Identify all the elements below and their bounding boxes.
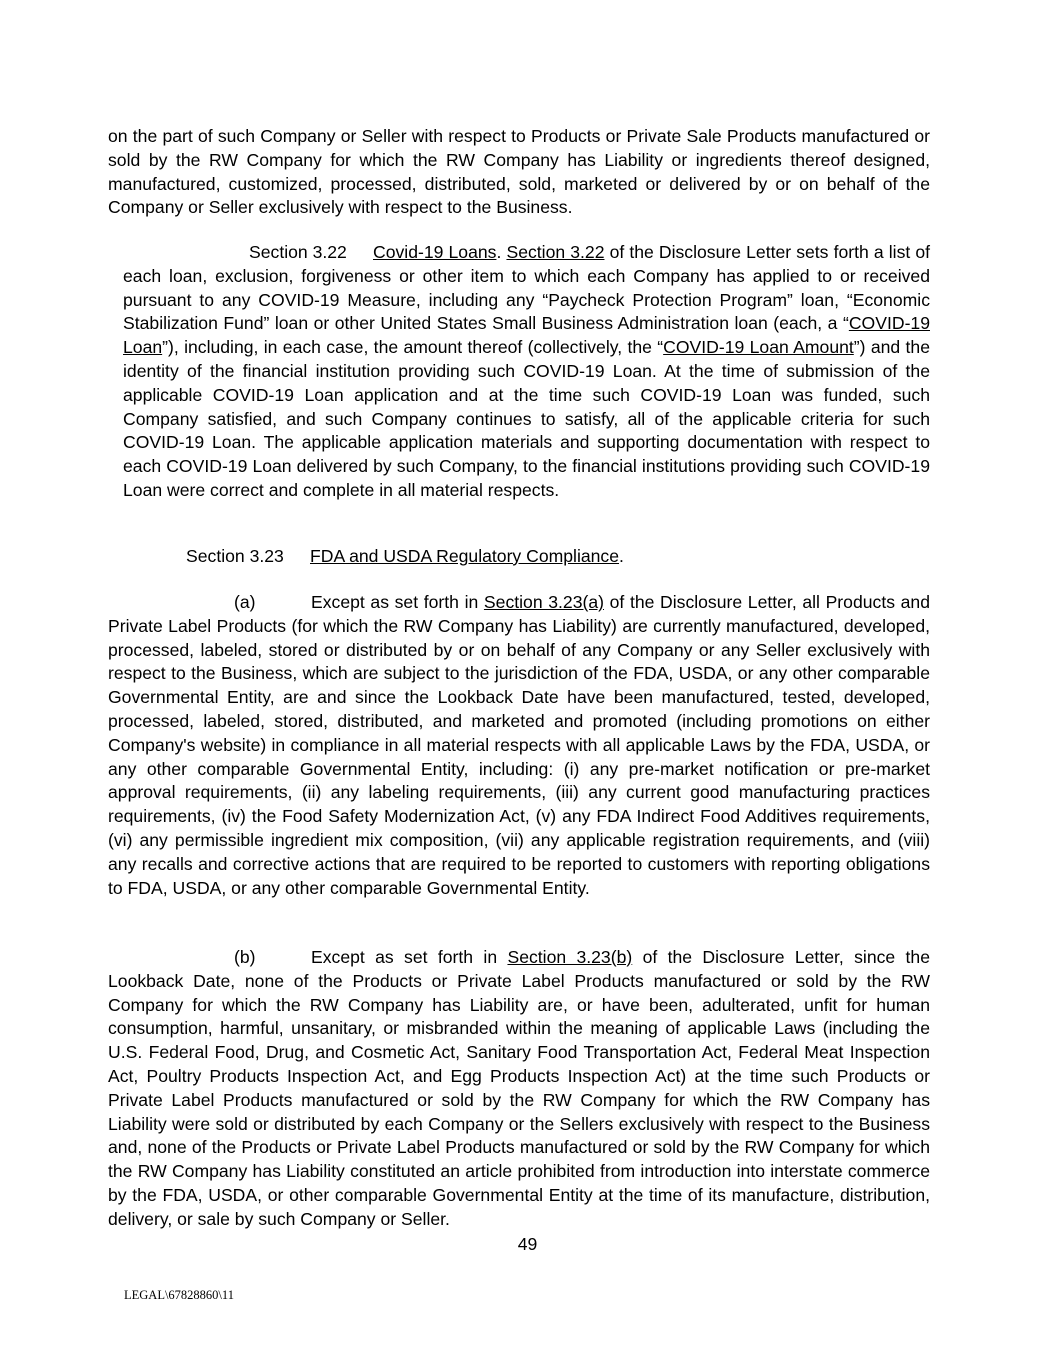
section-3-23-heading: FDA and USDA Regulatory Compliance [310, 546, 620, 566]
subsection-a-paragraph [108, 591, 930, 900]
subsection-a-ref: Section 3.23(a) [483, 592, 604, 612]
section-3-23-number: Section 3.23 [186, 546, 284, 566]
defined-term-covid-loan-amount: COVID-19 Loan Amount [663, 337, 854, 358]
section-3-22-heading-punct: . [496, 242, 502, 262]
subsection-a-lead: Except as set forth in [311, 592, 484, 612]
subsection-b-lead: Except as set forth in [311, 947, 508, 967]
section-3-23-heading-punct: . [619, 546, 624, 566]
section-3-23-heading-line [186, 545, 930, 569]
section-3-22-text-3: ”) and the identity of the financial institution providing such COVID-19 Loan. At the time of submission of the applicable COVID-19 Loan application and at the time such COVID-19 Loan was funded, such Company satisfied, and such Company continues to satisfy, all of the applicable criteria for such COVID-19 Loan. The applicable application materials and supporting documentation with respect to each COVID-19 Loan delivered by such Company, to the financial institutions providing such COVID-19 Loan were correct and complete in all material respects. [123, 337, 930, 500]
subsection-b-paragraph [108, 946, 930, 1232]
section-3-22-text-1: of the Disclosure Letter sets forth a list of each loan, exclusion, forgiveness or other item to which each Company has applied to or received pursuant to any COVID-19 Measure, including any “Paycheck Protection Program” loan, “Economic Stabilization Fund” loan or other United States Small Business Administration loan (each, a “ [123, 242, 931, 334]
section-3-22-heading: Covid-19 Loans [373, 242, 497, 262]
page-number: 49 [517, 1234, 538, 1254]
subsection-b-text: of the Disclosure Letter, since the Lookback Date, none of the Products or Private Label Products manufactured or sold by the RW Company for which the RW Company has Liability are, or have been, adulterated, unfit for human consumption, harmful, unsanitary, or misbranded within the meaning of applicable Laws (including the U.S. Federal Food, Drug, and Cosmetic Act, Sanitary Food Transportation Act, Federal Meat Inspection Act, Poultry Products Inspection Act, and Egg Products Inspection Act) at the time such Products or Private Label Products manufactured or sold by the RW Company for which the RW Company has Liability were sold or distributed by each Company or the Sellers exclusively with respect to the Business and, none of the Products or Private Label Products manufactured or sold by the RW Company for which the RW Company has Liability constituted an article prohibited from introduction into interstate commerce by the FDA, USDA, or other comparable Governmental Entity at the time of its manufacture, distribution, delivery, or sale by such Company or Seller. [108, 947, 930, 1229]
subsection-b-label: (b) [234, 947, 256, 967]
section-3-22-paragraph [123, 241, 930, 503]
subsection-a-text: of the Disclosure Letter, all Products and Private Label Products (for which the RW Company has Liability) are currently manufactured, developed, processed, labeled, stored or distributed by or on behalf of any Company or any Seller exclusively with respect to the Business, which are subject to the jurisdiction of the FDA, USDA, or any other comparable Governmental Entity, are and since the Lookback Date have been manufactured, tested, developed, processed, labeled, stored, distributed, and marketed and promoted (including promotions on either Company's website) in compliance in all material respects with all applicable Laws by the FDA, USDA, or any other comparable Governmental Entity, including: (i) any pre-market notification or pre-market approval requirements, (ii) any labeling requirements, (iii) any current good manufacturing practices requirements, (iv) the Food Safety Modernization Act, (v) any FDA Indirect Food Additives requirements, (vi) any permissible ingredient mix composition, (vii) any applicable registration requirements, and (viii) any recalls and corrective actions that are required to be reported to customers with reporting obligations to FDA, USDA, or any other comparable Governmental Entity. [108, 592, 930, 898]
subsection-a-label: (a) [234, 592, 256, 612]
defined-term-covid-loan: COVID-19 Loan [123, 313, 930, 358]
intro-paragraph [108, 125, 930, 220]
document-id-footer: LEGAL\67828860\11 [124, 1288, 234, 1302]
section-3-22-ref: Section 3.22 [506, 242, 605, 262]
section-3-22-number: Section 3.22 [249, 242, 347, 262]
intro-text: on the part of such Company or Seller with respect to Products or Private Sale Products manufactured or sold by the RW Company for which the RW Company has Liability or ingredients thereof designed, manufactured, customized, processed, distributed, sold, marketed or delivered by or on behalf of the Company or Seller exclusively with respect to the Business. [108, 126, 930, 218]
section-3-22-text-2: ”), including, in each case, the amount thereof (collectively, the “ [162, 337, 664, 358]
subsection-b-ref: Section 3.23(b) [507, 947, 633, 967]
